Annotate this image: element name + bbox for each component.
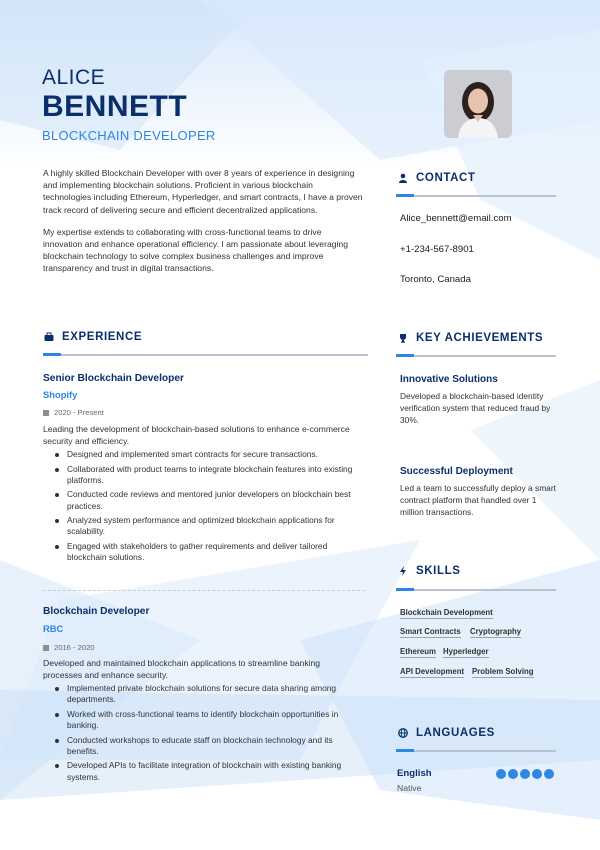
job-title: BLOCKCHAIN DEVELOPER (42, 128, 216, 143)
skill-tag: Problem Solving (472, 667, 534, 676)
list-item: Collaborated with product teams to integrate blockchain features into existing platforms. (54, 464, 366, 486)
language-name: English (397, 768, 432, 779)
achievement-title: Innovative Solutions (400, 374, 498, 385)
job-description: Developed and maintained blockchain applications to streamline banking processes and enhance security. (43, 658, 321, 680)
profile-summary (43, 167, 363, 285)
job-role: Blockchain Developer (43, 606, 150, 617)
job-bullets (54, 449, 366, 567)
skill-tag: Hyperledger (443, 647, 489, 656)
job-dates: 2020 - Present (43, 408, 104, 417)
job-description: Leading the development of blockchain-based solutions to enhance e-commerce security and efficiency. (43, 424, 350, 446)
person-icon (398, 173, 408, 183)
last-name: BENNETT (42, 90, 188, 123)
job-bullets (54, 683, 366, 786)
experience-heading: EXPERIENCE (44, 331, 142, 343)
calendar-icon (43, 410, 49, 416)
list-item: Worked with cross-functional teams to identify blockchain opportunities in banking. (54, 709, 366, 731)
skill-tag: API Development (400, 667, 465, 676)
contact-email: Alice_bennett@email.com (400, 213, 512, 224)
achievements-heading: KEY ACHIEVEMENTS (398, 332, 543, 344)
job-company: Shopify (43, 389, 78, 400)
list-item: Engaged with stakeholders to gather requirements and deliver tailored blockchain solutions. (54, 541, 366, 563)
job-divider (43, 590, 365, 591)
section-rule (396, 589, 556, 591)
rating-dot (520, 769, 530, 779)
skill-tag: Blockchain Development (400, 608, 493, 617)
list-item: Conducted workshops to educate staff on blockchain technology and its benefits. (54, 735, 366, 757)
job-role: Senior Blockchain Developer (43, 373, 184, 384)
list-item: Designed and implemented smart contracts for secure transactions. (54, 449, 366, 460)
rating-dot (544, 769, 554, 779)
achievement-description: Led a team to successfully deploy a smart contract platform that handled over 1 million transactions. (400, 483, 556, 517)
section-rule (396, 195, 556, 197)
job-dates: 2016 - 2020 (43, 643, 95, 652)
skills-heading: SKILLS (398, 565, 461, 577)
rating-dot (508, 769, 518, 779)
lightning-icon (398, 566, 408, 576)
summary-paragraph: My expertise extends to collaborating with cross-functional teams to drive innovation and enhance operational efficiency. I am passionate about leveraging blockchain technology to solve complex business challenges and improve transparency and trust in digital transactions. (43, 226, 348, 274)
achievement-description: Developed a blockchain-based identity verification system that reduced fraud by 30%. (400, 391, 551, 425)
list-item: Implemented private blockchain solutions for secure data sharing among departments. (54, 683, 366, 705)
skill-tag: Ethereum (400, 647, 436, 656)
contact-location: Toronto, Canada (400, 274, 471, 285)
first-name: ALICE (42, 66, 106, 89)
skill-tag: Smart Contracts (400, 627, 461, 636)
achievement-title: Successful Deployment (400, 466, 513, 477)
contact-phone: +1-234-567-8901 (400, 244, 474, 255)
list-item: Developed APIs to facilitate integration of blockchain with existing banking systems. (54, 760, 366, 782)
calendar-icon (43, 645, 49, 651)
briefcase-icon (44, 332, 54, 342)
section-rule (396, 750, 556, 752)
section-rule (43, 354, 368, 356)
globe-icon (398, 728, 408, 738)
trophy-icon (398, 333, 408, 343)
rating-dot (532, 769, 542, 779)
profile-photo (444, 70, 512, 138)
language-rating (496, 769, 554, 779)
summary-paragraph: A highly skilled Blockchain Developer with over 8 years of experience in designing and implementing blockchain solutions. Proficient in various blockchain technologies including Ethereum, Hyperledger, and smart contracts, I have a proven track record of delivering secure and efficient decentralized applications. (43, 168, 363, 215)
list-item: Analyzed system performance and optimized blockchain applications for scalability. (54, 515, 366, 537)
rating-dot (496, 769, 506, 779)
job-company: RBC (43, 623, 64, 634)
contact-heading: CONTACT (398, 172, 476, 184)
languages-heading: LANGUAGES (398, 727, 495, 739)
list-item: Conducted code reviews and mentored junior developers on blockchain best practices. (54, 489, 366, 511)
section-rule (396, 355, 556, 357)
language-level: Native (397, 783, 422, 793)
skill-tag: Cryptography (470, 627, 522, 636)
